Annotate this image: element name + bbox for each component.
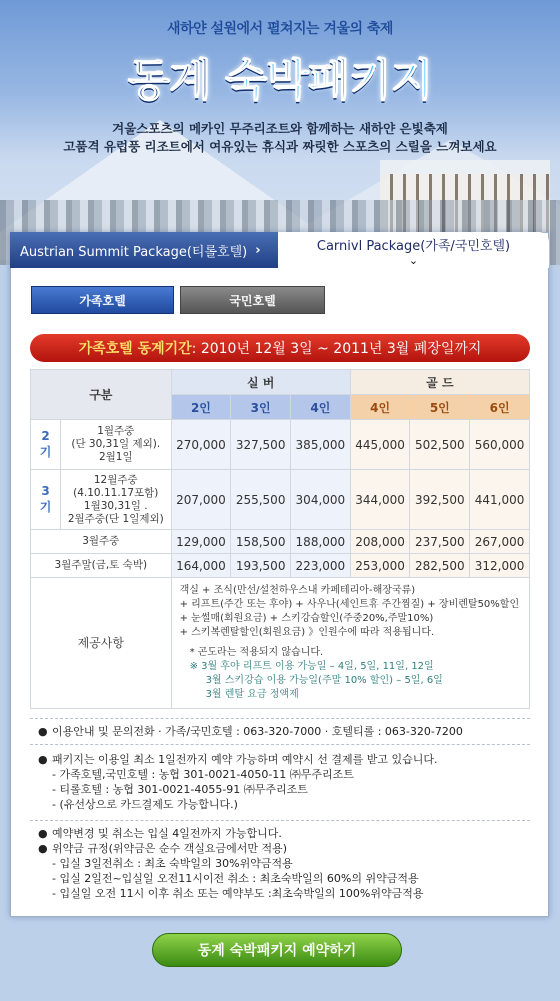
contact-info [38,724,538,739]
table-row [31,530,530,554]
silver-size: 2인 [171,395,231,420]
tab-label: Carnivl Package(가족/국민호텔) [316,239,511,254]
provide-note: 3월 스키강습 이용 가능일(주말 10% 할인) – 5일, 6일 [205,675,443,686]
price-cell: 312,000 [470,554,530,578]
cancel-text: 예약변경 및 취소는 입실 4일전까지 가능합니다. [52,827,282,840]
provide-note: 3월 렌탈 요금 정액제 [205,689,299,700]
tab-austrian-summit[interactable] [10,232,278,268]
cancel-rules [38,826,538,901]
provide-line: 객실 + 조식(만선/설천하우스내 카페테리아-해장국류) [179,585,416,596]
penalty-line: - 입실 2일전~입실일 오전11시이전 취소 : 최초숙박일의 60%의 위약금적용 [52,872,419,885]
table-row [31,554,530,578]
reserve-button[interactable]: 동계 숙박패키지 예약하기 [152,933,402,967]
price-cell: 158,500 [231,530,291,554]
provide-line: + 리프트(주간 또는 후야) + 사우나(세인트휴 주간찜질) + 장비렌탈50%할인 [179,599,520,610]
price-cell: 208,000 [350,530,410,554]
account-line: - 가족호텔,국민호텔 : 농협 301-0021-4050-11 ㈜무주리조트 [52,768,354,781]
price-cell: 560,000 [470,420,530,470]
price-cell: 193,500 [231,554,291,578]
penalty-title: 위약금 규정(위약금은 순수 객실요금에서만 적용) [52,842,288,855]
price-cell: 327,500 [231,420,291,470]
price-cell: 445,000 [350,420,410,470]
account-line: - 티롤호텔 : 농협 301-0021-4055-91 ㈜무주리조트 [52,783,308,796]
season-label: 3 기 [31,470,61,530]
provide-line: + 눈썰매(회원요금) + 스키강습할인(주중20%,주말10%) [179,613,434,624]
hero-description [0,120,560,156]
provide-note: * 곤도라는 적용되지 않습니다. [189,647,324,658]
contact-text: 이용안내 및 문의전화 · 가족/국민호텔 : 063-320-7000 · 호텔티롤 : 063-320-7200 [52,725,463,738]
period-text: : 2010년 12월 3일 ~ 2011년 3월 폐장일까지 [191,341,482,357]
header-silver: 실 버 [171,370,350,395]
hero-banner [0,0,560,265]
table-row [31,578,530,709]
provide-content [171,578,529,709]
divider [30,820,530,821]
page-title [0,44,560,108]
chevron-down-icon: ⌄ [408,254,419,267]
price-cell: 441,000 [470,470,530,530]
period-banner [30,334,530,362]
gold-size: 5인 [410,395,470,420]
penalty-line: - 입실일 오전 11시 이후 취소 또는 예약부도 :최초숙박일의 100%위약금적용 [52,887,424,900]
price-cell: 188,000 [291,530,351,554]
price-cell: 253,000 [350,554,410,578]
silver-size: 3인 [231,395,291,420]
tab-carnival[interactable] [278,232,549,268]
price-cell: 270,000 [171,420,231,470]
bullet-icon: ● [38,827,48,840]
penalty-line: - 입실 3일전취소 : 최초 숙박일의 30%위약금적용 [52,857,293,870]
table-row [31,420,530,470]
divider [30,744,530,745]
price-cell: 392,500 [410,470,470,530]
price-table [30,369,530,709]
package-rule-text: 패키지는 이용일 최소 1일전까지 예약 가능하며 예약시 선 결제를 받고 있습니다. [52,753,438,766]
chevron-right-icon: › [255,242,261,258]
desc-line2: 고품격 유럽풍 리조트에서 여유있는 휴식과 짜릿한 스포츠의 스릴을 느껴보세요 [63,139,497,154]
row-label: 3월주말(금,토 숙박) [31,554,172,578]
price-cell: 237,500 [410,530,470,554]
price-cell: 255,500 [231,470,291,530]
divider [30,718,530,719]
title-part2: 숙박패키지 [224,55,433,106]
provide-label: 제공사항 [31,578,172,709]
row-label: 1월주중 (단 30,31일 제외). 2월1일 [61,420,172,470]
silver-size: 4인 [291,395,351,420]
price-cell: 223,000 [291,554,351,578]
price-cell: 304,000 [291,470,351,530]
bullet-icon: ● [38,753,48,766]
national-hotel-button[interactable]: 국민호텔 [180,286,325,314]
price-cell: 129,000 [171,530,231,554]
price-cell: 282,500 [410,554,470,578]
header-gold: 골 드 [350,370,529,395]
provide-line: + 스키복렌탈할인(회원요금) 》인원수에 따라 적용됩니다. [179,627,435,638]
row-label: 3월주중 [31,530,172,554]
price-cell: 267,000 [470,530,530,554]
gold-size: 6인 [470,395,530,420]
title-part1: 동계 [127,55,211,106]
tab-label: Austrian Summit Package(티롤호텔) [20,244,248,260]
bullet-icon: ● [38,725,48,738]
package-rules [38,752,538,812]
family-hotel-button[interactable]: 가족호텔 [31,286,174,314]
gold-size: 4인 [350,395,410,420]
account-line: - (유선상으로 카드결제도 가능합니다.) [52,798,238,811]
hero-subtitle: 새하얀 설원에서 펼쳐지는 겨울의 축제 [167,21,393,37]
header-category: 구분 [31,370,172,420]
period-label: 가족호텔 동계기간 [78,341,192,357]
provide-note: ※ 3월 후야 리프트 이용 가능일 – 4일, 5일, 11일, 12일 [189,661,434,672]
price-cell: 502,500 [410,420,470,470]
row-label: 12월주중 (4.10.11.17포함) 1월30,31일 . 2월주중(단 1일제외) [61,470,172,530]
price-cell: 385,000 [291,420,351,470]
price-cell: 207,000 [171,470,231,530]
table-row [31,470,530,530]
desc-line1: 겨울스포츠의 메카인 무주리조트와 함께하는 새하얀 은빛축제 [112,121,448,136]
season-label: 2 기 [31,420,61,470]
price-cell: 344,000 [350,470,410,530]
price-cell: 164,000 [171,554,231,578]
bullet-icon: ● [38,842,48,855]
